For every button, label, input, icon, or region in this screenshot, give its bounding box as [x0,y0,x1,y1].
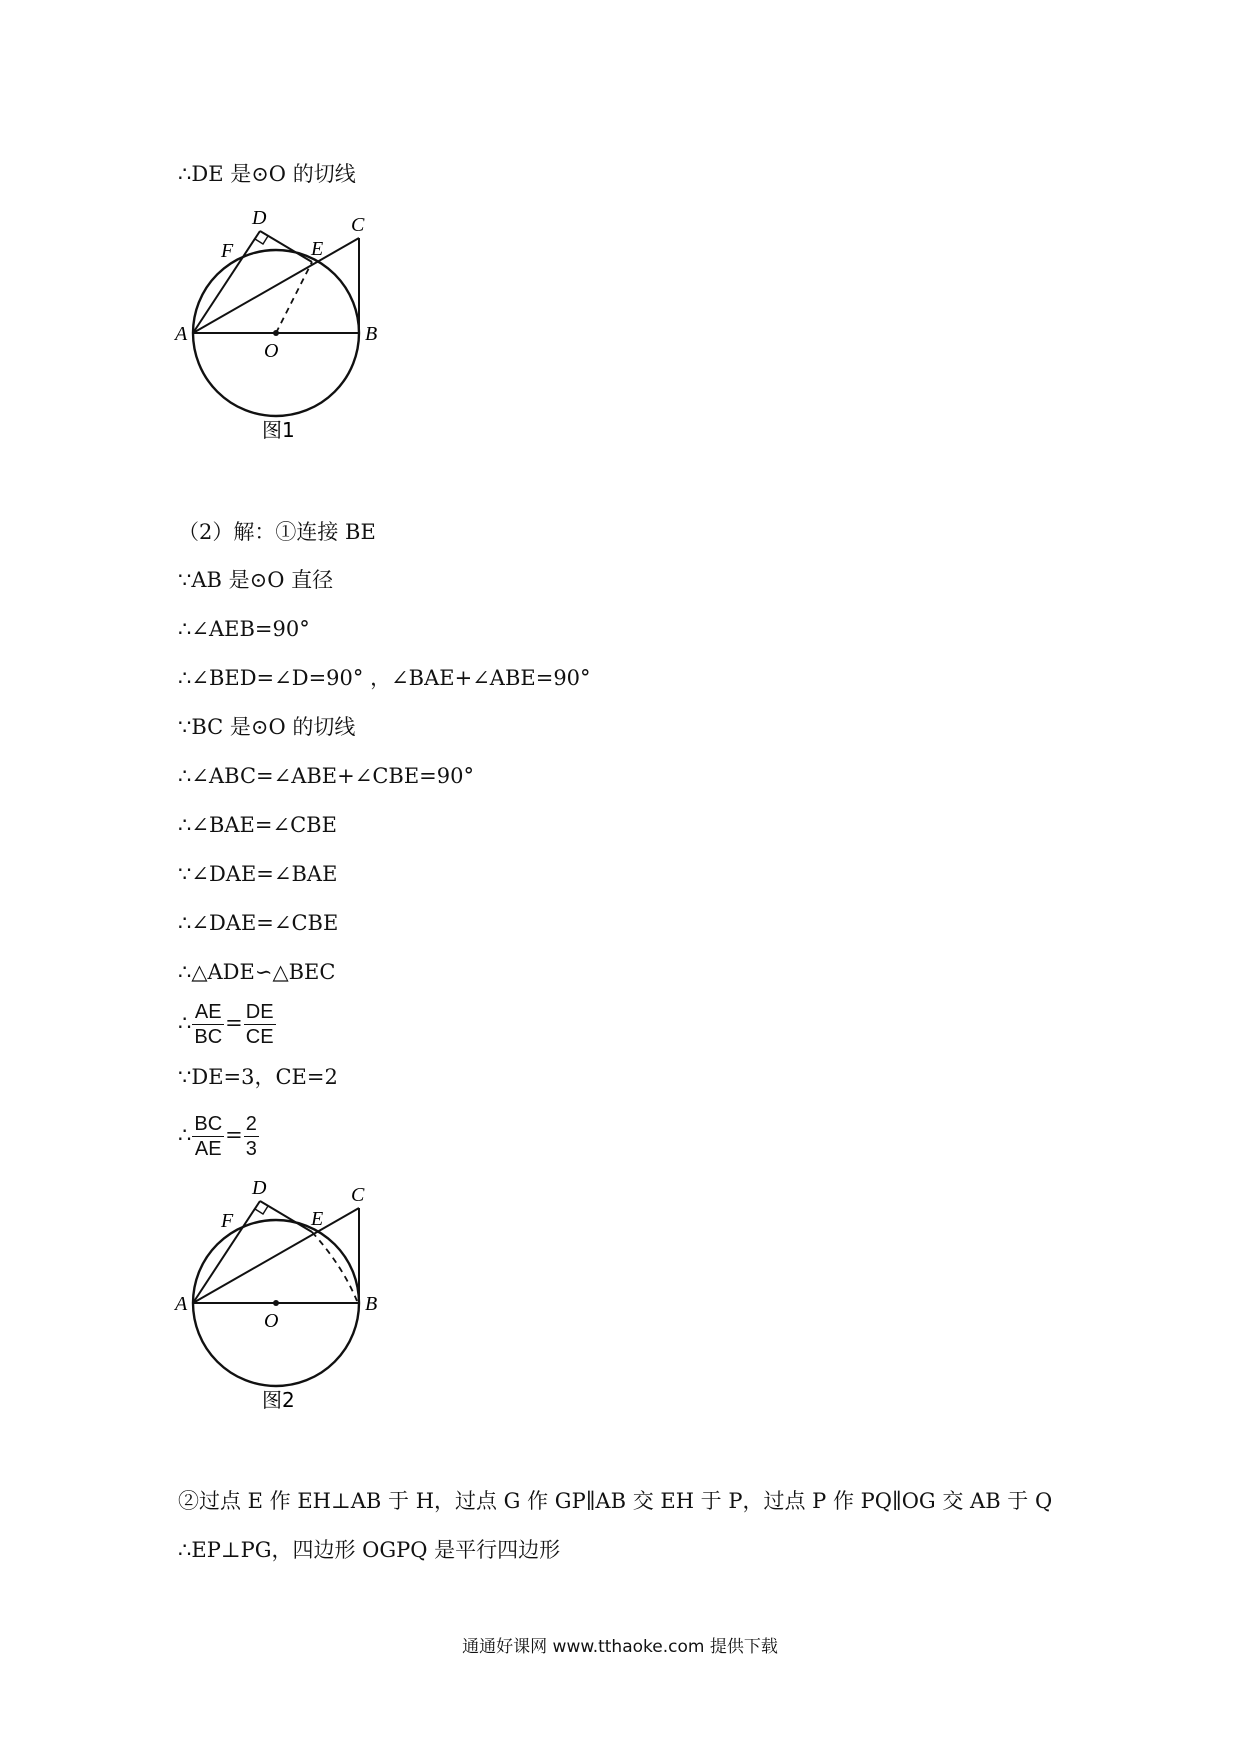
segment-de [260,1201,312,1232]
line-ratio-2 [178,1110,260,1161]
line-bc-tangent: ∵BC 是⊙O 的切线 [178,715,356,739]
line-bae-cbe: ∴∠BAE=∠CBE [178,813,337,837]
ratio-2-equals: = [225,1123,243,1147]
line-de-ce-values: ∵DE=3，CE=2 [178,1065,338,1089]
figure-1 [172,205,392,445]
label-d: D [252,207,267,229]
line-dae-bae: ∵∠DAE=∠BAE [178,862,338,886]
label-b: B [365,323,378,345]
label-a: A [175,323,188,345]
page-footer: 通通好课网 www.tthaoke.com 提供下载 [462,1637,778,1657]
fraction-2-3: $\frac{2}{3}$ [245,1113,257,1160]
figure-2 [172,1175,392,1415]
line-ratio-1 [178,998,277,1049]
figure-1-diagram [172,205,392,445]
line-aeb-90: ∴∠AEB=90° [178,617,310,641]
fraction-ae-bc: $\frac{AE}{BC}$ [194,1001,223,1048]
label-d: D [252,1177,267,1199]
label-o: O [264,340,279,362]
line-parallelogram: ∴EP⊥PG，四边形 OGPQ 是平行四边形 [178,1538,561,1562]
label-a: A [175,1293,188,1315]
line-part2-connect-be: （2）解：①连接 BE [178,520,376,544]
line-dae-cbe: ∴∠DAE=∠CBE [178,911,339,935]
segment-de [260,231,312,262]
segment-ac [193,238,359,333]
ratio-1-equals: = [225,1011,243,1035]
line-bed-90: ∴∠BED=∠D=90° ，∠BAE+∠ABE=90° [178,666,591,690]
line-part2-construct: ②过点 E 作 EH⊥AB 于 H，过点 G 作 GP∥AB 交 EH 于 P，过点 P 作 PQ∥OG 交 AB 于 Q [178,1489,1053,1513]
segment-oe-dashed [276,262,312,333]
fraction-de-ce: $\frac{DE}{CE}$ [245,1001,274,1048]
caption-2: 图2 [262,1388,295,1412]
line-similar-triangles: ∴△ADE∽△BEC [178,960,336,984]
figure-2-diagram [172,1175,392,1415]
label-e: E [311,1208,324,1230]
center-dot [273,330,279,336]
label-o: O [264,1310,279,1332]
segment-ac [193,1208,359,1303]
ratio-2-prefix: ∴ [178,1123,192,1147]
line-abc-90: ∴∠ABC=∠ABE+∠CBE=90° [178,764,474,788]
center-dot [273,1300,279,1306]
label-b: B [365,1293,378,1315]
line-de-tangent: ∴DE 是⊙O 的切线 [178,162,356,186]
fraction-bc-ae: $\frac{BC}{AE}$ [194,1113,223,1160]
label-f: F [221,1210,234,1232]
label-e: E [311,238,324,260]
label-f: F [221,240,234,262]
ratio-1-prefix: ∴ [178,1011,192,1035]
label-c: C [351,214,365,236]
caption-1: 图1 [262,418,295,442]
line-ab-diameter: ∵AB 是⊙O 直径 [178,568,334,592]
label-c: C [351,1184,365,1206]
